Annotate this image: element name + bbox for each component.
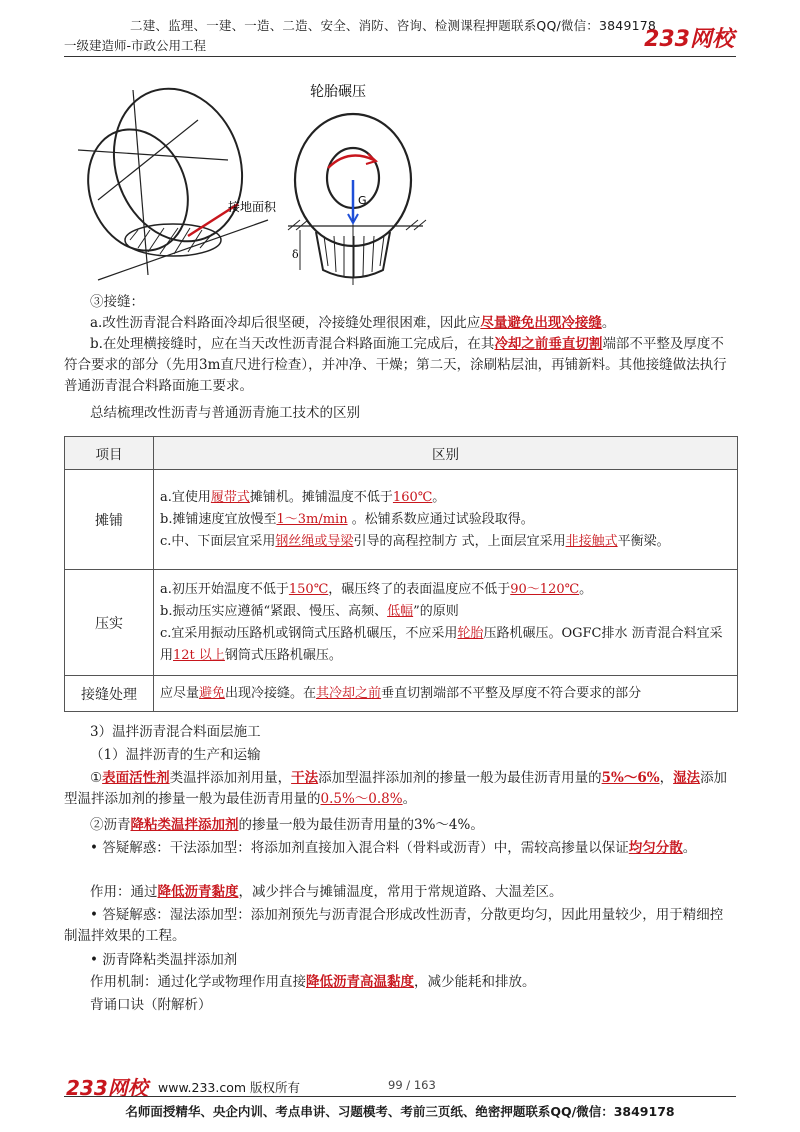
- header-divider: [64, 56, 736, 57]
- paragraph-wet-method-qa: • 答疑解惑：湿法添加型：添加剂预先与沥青混合形成改性沥青，分散更均匀，因此用量较少，用于精细控制温拌效果的工程。: [64, 907, 724, 944]
- paragraph-dry-method-effect: 作用：通过降低沥青黏度，减少拌合与摊铺温度，常用于常规道路、大温差区。: [90, 884, 563, 900]
- paragraph-mnemonic: 背诵口诀（附解析）: [90, 997, 212, 1013]
- brand-logo: 233网校: [644, 27, 734, 52]
- paragraph-viscosity-additive: ②沥青降粘类温拌添加剂的掺量一般为最佳沥青用量的3%～4%。: [90, 817, 484, 833]
- comparison-table: [64, 436, 738, 712]
- section-warm-mix-heading: 3）温拌沥青混合料面层施工: [90, 724, 261, 740]
- footer-promo-line: 名师面授精华、央企内训、考点串讲、习题模考、考前三页纸、绝密押题联系QQ/微信：3849178: [125, 1104, 675, 1119]
- figure-title: 轮胎碾压: [310, 84, 366, 100]
- row-value: 应尽量避免出现冷接缝。在其冷却之前垂直切割端部不平整及厚度不符合要求的部分: [154, 676, 738, 712]
- footer-copyright: www.233.com 版权所有: [158, 1080, 300, 1095]
- header-subject: 一级建造师-市政公用工程: [64, 38, 207, 53]
- paragraph-summary: 总结梳理改性沥青与普通沥青施工技术的区别: [90, 405, 360, 421]
- contact-area-label: 接地面积: [228, 200, 277, 214]
- gravity-label: G: [358, 194, 367, 207]
- subsection-production-heading: （1）温拌沥青的生产和运输: [90, 747, 261, 763]
- bullet-viscosity-additive: • 沥青降粘类温拌添加剂: [90, 952, 238, 968]
- oblique-tire-drawing: [78, 80, 268, 280]
- front-tire-drawing: [288, 114, 426, 285]
- header-item: 项目: [65, 437, 154, 470]
- footer-logo: 233网校: [66, 1076, 148, 1100]
- section-joint-heading: ③接缝：: [90, 294, 144, 310]
- paragraph-dry-method-qa: • 答疑解惑：干法添加型：将添加剂直接加入混合料（骨料或沥青）中，需较高掺量以保证均匀分散。: [90, 840, 697, 856]
- row-key: 压实: [65, 570, 154, 676]
- paragraph-additive-dosage: ①表面活性剂类温拌添加剂用量，干法添加型温拌添加剂的掺量一般为最佳沥青用量的5%～6%，湿法添加型温拌添加剂的掺量一般为最佳沥青用量的0.5%～0.8%。: [64, 770, 728, 807]
- paragraph-cold-joint: a.改性沥青混合料路面冷却后很坚硬，冷接缝处理很困难，因此应尽量避免出现冷接缝。: [90, 315, 616, 331]
- paragraph-transverse-joint: b.在处理横接缝时，应在当天改性沥青混合料路面施工完成后，在其冷却之前垂直切割端部不平整及厚度不符合要求的部分（先用3m直尺进行检查），并冲净、干燥；第二天，涂刷粘层油，再铺新料。其他接缝做法执行普通沥青混合料路面施工要求。: [64, 336, 727, 394]
- table-row-joint: [65, 676, 738, 712]
- tire-rolling-figure: [78, 80, 438, 285]
- header-difference: 区别: [154, 437, 738, 470]
- table-header-row: [65, 437, 738, 470]
- header-promo-line: 二建、监理、一建、一造、二造、安全、消防、咨询、检测课程押题联系QQ/微信：3849178: [130, 18, 657, 33]
- paragraph-mechanism: 作用机制：通过化学或物理作用直接降低沥青高温黏度，减少能耗和排放。: [90, 974, 536, 990]
- row-value: a.初压开始温度不低于150℃，碾压终了的表面温度应不低于90～120℃。 b.振动压实应遵循“紧跟、慢压、高频、低幅”的原则 c.宜采用振动压路机或钢筒式压路机碾压，不应采用轮胎压路机碾压。OGFC排水 沥青混合料宜采用12t 以上钢筒式压路机碾压。: [154, 570, 738, 676]
- table-row-compaction: [65, 570, 738, 676]
- footer-divider: [64, 1096, 736, 1097]
- row-value: a.宜使用履带式摊铺机。摊铺温度不低于160℃。 b.摊铺速度宜放慢至1～3m/min 。松铺系数应通过试验段取得。 c.中、下面层宜采用钢丝绳或导梁引导的高程控制方 式，上面层宜采用非接触式平衡梁。: [154, 470, 738, 570]
- row-key: 摊铺: [65, 470, 154, 570]
- page-number: 99 / 163: [388, 1078, 436, 1092]
- row-key: 接缝处理: [65, 676, 154, 712]
- tire-diagram-svg: [78, 80, 438, 285]
- table-row-paving: [65, 470, 738, 570]
- depth-label: δ: [292, 248, 299, 261]
